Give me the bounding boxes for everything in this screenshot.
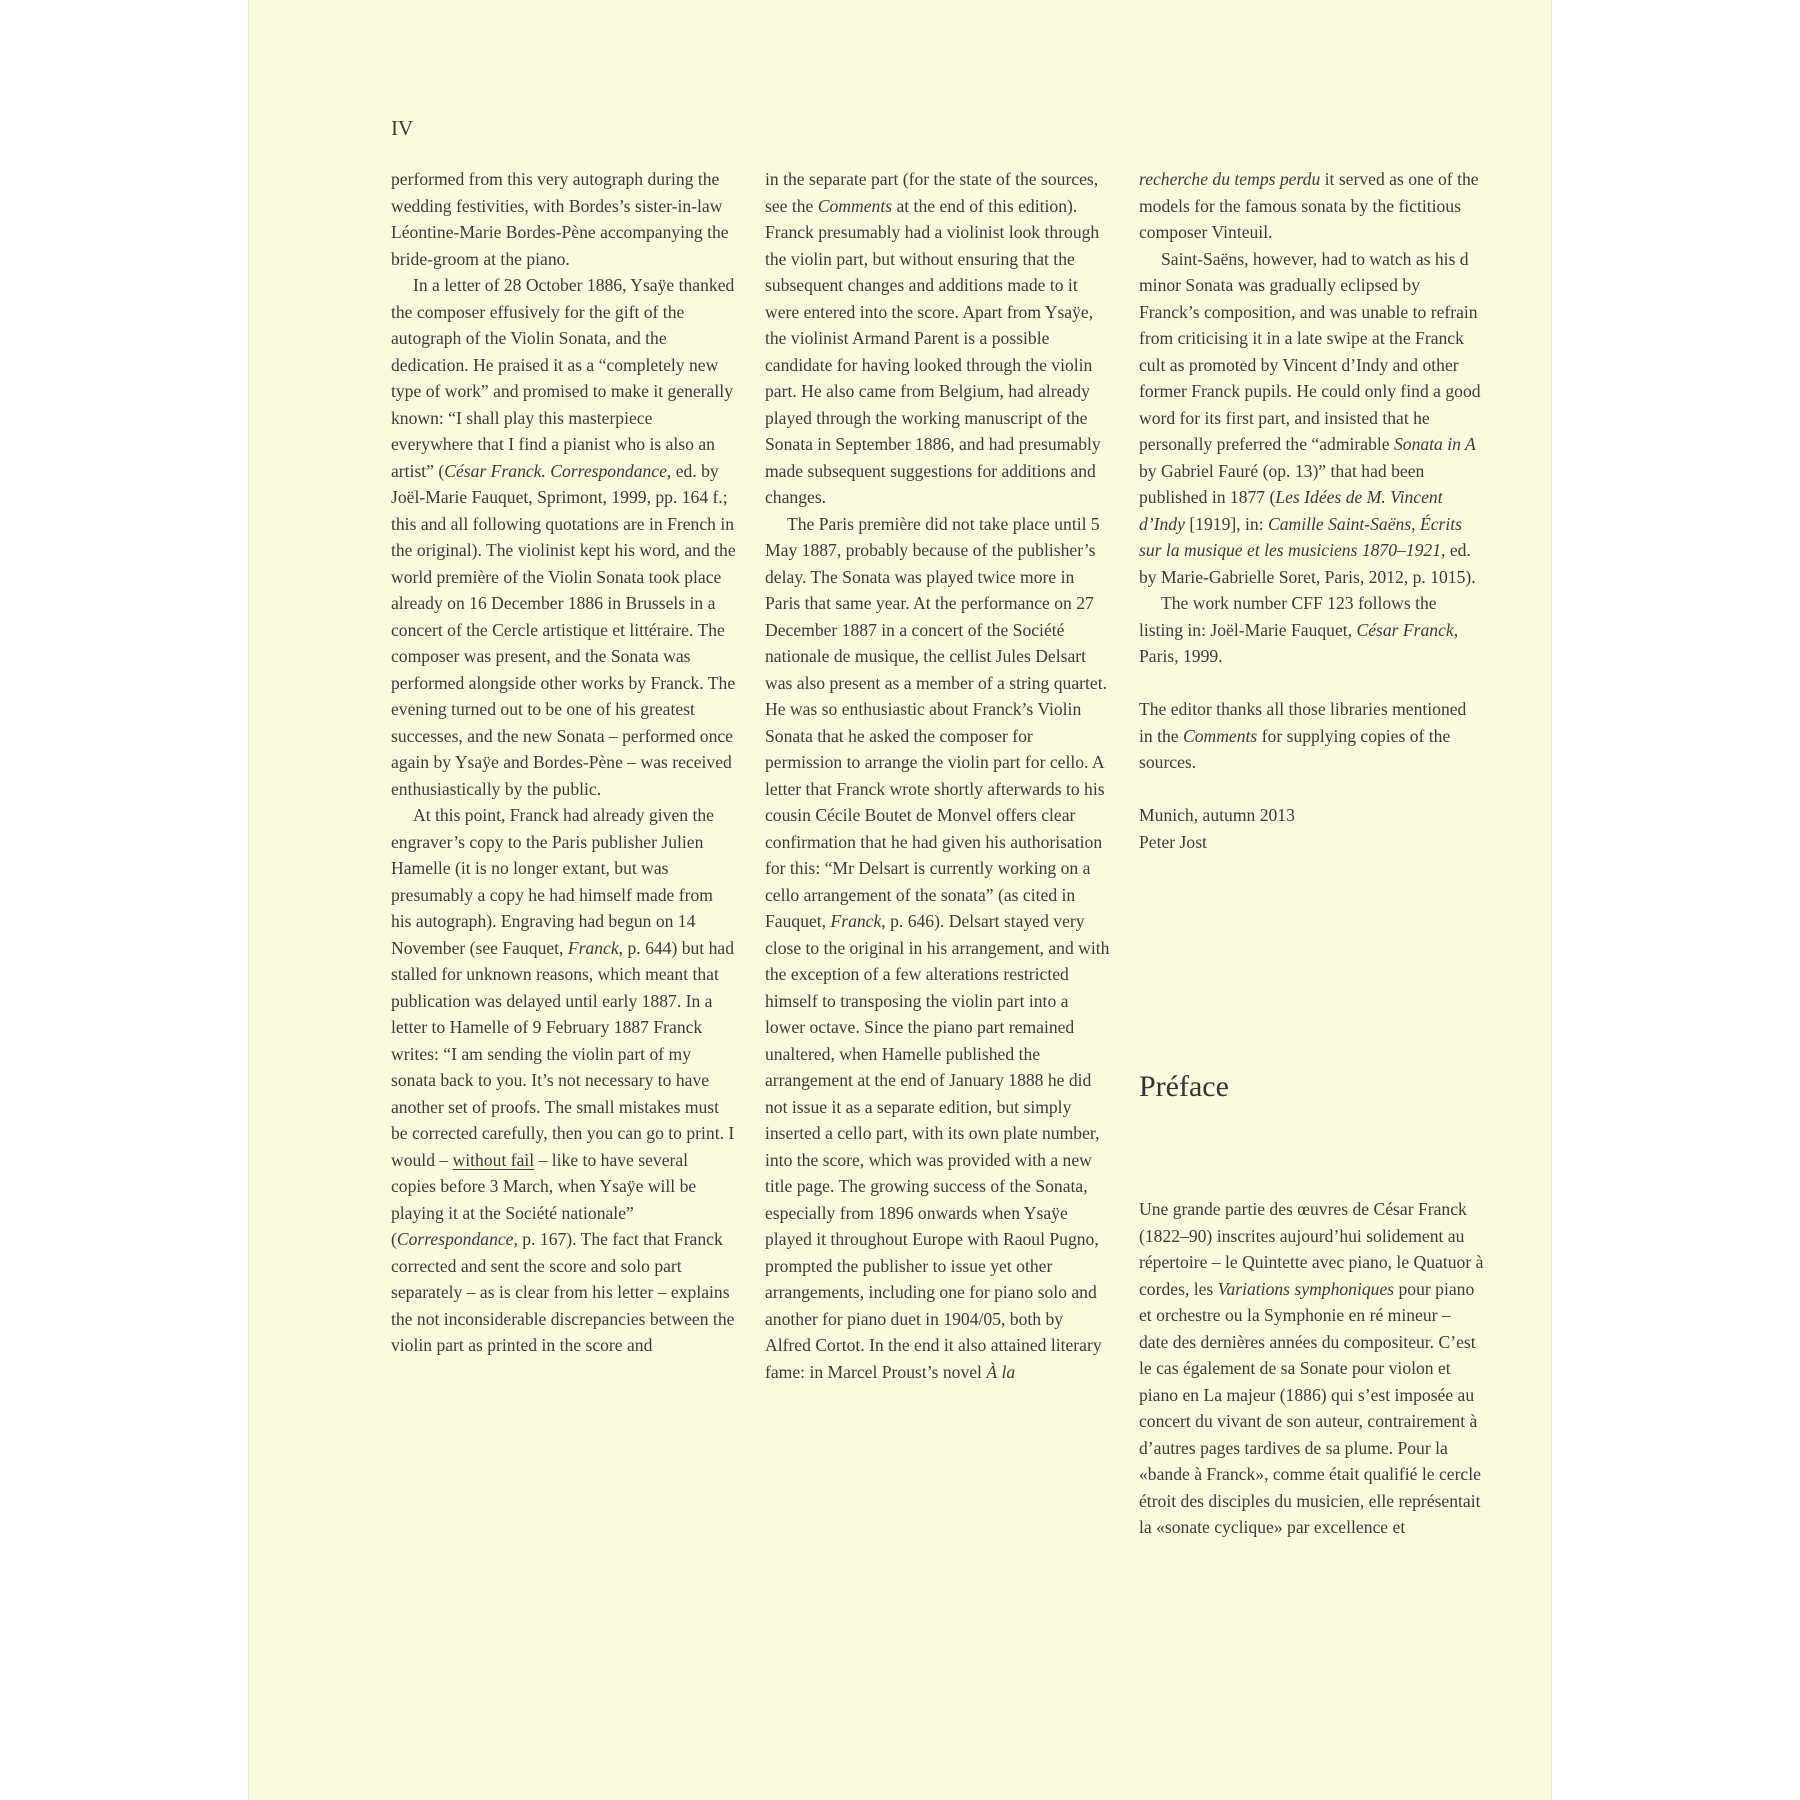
italic-title: Variations symphoniques [1217, 1278, 1395, 1299]
paragraph: At this point, Franck had already given the engraver’s copy to the Paris publisher Julien Hamelle (it is no longer extant, but was presumably a copy he had himself made from his autograph). Engraving had begun on 14 November (see Fauquet, Franck, p. 644) but had stalled for unknown reasons, which meant that publication was delayed until early 1887. In a letter to Hamelle of 9 February 1887 Franck writes: “I am sending the violin part of my sonata back to you. It’s not necessary to have another set of proofs. The small mistakes must be corrected carefully, then you can go to print. I would – without fail – like to have several copies before 3 March, when Ysaÿe will be playing it at the Société nationale” (Correspondance, p. 167). The fact that Franck corrected and sent the score and solo part separately – as is clear from his letter – explains the not inconsiderable discrepancies between the violin part as printed in the score and [391, 805, 735, 1355]
author-signature: Peter Jost [1139, 831, 1207, 852]
italic-title: Camille Saint-Saëns, Écrits sur la musique et les musiciens 1870–1921 [1139, 513, 1463, 560]
text-column-1 [391, 166, 736, 1359]
italic-title: Comments [1182, 725, 1258, 746]
italic-title: Les Idées de M. Vincent d’Indy [1139, 487, 1443, 534]
italic-title: Franck [830, 911, 882, 931]
page-number: IV [391, 116, 414, 140]
underlined-text: without fail [452, 1149, 535, 1170]
paragraph: Une grande partie des œuvres de César Franck (1822–90) inscrites aujourd’hui solidement au répertoire – le Quintette avec piano, le Quatuor à cordes, les Variations symphoniques pour piano et orchestre ou la Symphonie en ré mineur – date des dernières années du compositeur. C’est le cas également de sa Sonate pour violon et piano en La majeur (1886) qui s’est imposée au concert du vivant de son auteur, contrairement à d’autres pages tardives de sa plume. Pour la «bande à Franck», comme était qualifié le cercle étroit des disciples du musicien, elle représentait la «sonate cyclique» par excellence et [1139, 1199, 1484, 1537]
italic-title: Sonata in A [1393, 434, 1476, 454]
italic-title: À la [986, 1361, 1016, 1382]
italic-title: recherche du temps perdu [1139, 169, 1321, 189]
paragraph: The work number CFF 123 follows the listing in: Joël-Marie Fauquet, César Franck, Paris, 1999. [1139, 593, 1459, 666]
paragraph: in the separate part (for the state of the sources, see the Comments at the end of this edition). Franck presumably had a violinist look through the violin part, but without ensuring that the subsequent changes and additions made to it were entered into the score. Apart from Ysaÿe, the violinist Armand Parent is a possible candidate for having looked through the violin part. He also came from Belgium, had already played through the working manuscript of the Sonata in September 1886, and had presumably made subsequent suggestions for additions and changes. [765, 169, 1101, 507]
place-date: Munich, autumn 2013 [1139, 805, 1295, 825]
preface-heading: Préface [1139, 1070, 1229, 1103]
paragraph: In a letter of 28 October 1886, Ysaÿe thanked the composer effusively for the gift of the autograph of the Violin Sonata, and the dedication. He praised it as a “completely new type of work” and promised to make it generally known: “I shall play this masterpiece everywhere that I find a pianist who is also an artist” (César Franck. Correspondance, ed. by Joël-Marie Fauquet, Sprimont, 1999, pp. 164 f.; this and all following quotations are in French in the original). The violinist kept his word, and the world première of the Violin Sonata took place already on 16 December 1886 in Brussels in a concert of the Cercle artistique et littéraire. The composer was present, and the Sonata was performed alongside other works by Franck. The evening turned out to be one of his greatest successes, and the new Sonata – performed once again by Ysaÿe and Bordes-Pène – was received enthusiastically by the public. [391, 275, 736, 799]
text-column-3 [1139, 166, 1484, 855]
acknowledgement-paragraph: The editor thanks all those libraries mentioned in the Comments for supplying copies of the sources. [1139, 699, 1467, 772]
preface-text-column [1139, 1196, 1484, 1541]
paragraph: The Paris première did not take place until 5 May 1887, probably because of the publisher’s delay. The Sonata was played twice more in Paris that same year. At the performance on 27 December 1887 in a concert of the Société nationale de musique, the cellist Jules Delsart was also present as a member of a string quartet. He was so enthusiastic about Franck’s Violin Sonata that he asked the composer for permission to arrange the violin part for cello. A letter that Franck wrote shortly afterwards to his cousin Cécile Boutet de Monvel offers clear confirmation that he had given his authorisation for this: “Mr Delsart is currently working on a cello arrangement of the sonata” (as cited in Fauquet, Franck, p. 646). Delsart stayed very close to the original in his arrangement, and with the exception of a few alterations restricted himself to transposing the violin part into a lower octave. Since the piano part remained unaltered, when Hamelle published the arrangement at the end of January 1888 he did not issue it as a separate edition, but simply inserted a cello part, with its own plate number, into the score, which was provided with a new title page. The growing success of the Sonata, especially from 1896 onwards when Ysaÿe played it throughout Europe with Raoul Pugno, prompted the publisher to issue yet other arrangements, including one for piano solo and another for piano duet in 1904/05, both by Alfred Cortot. In the end it also attained literary fame: in Marcel Proust’s novel À la [765, 513, 1110, 1382]
paragraph: performed from this very autograph during the wedding festivities, with Bordes’s sister-in-law Léontine-Marie Bordes-Pène accompanying the bride-groom at the piano. [391, 169, 729, 269]
paragraph: recherche du temps perdu it served as one of the models for the famous sonata by the fictitious composer Vinteuil. [1139, 169, 1479, 242]
paragraph: Saint-Saëns, however, had to watch as his d minor Sonata was gradually eclipsed by Franck’s composition, and was unable to refrain from criticising it in a late swipe at the Franck cult as promoted by Vincent d’Indy and other former Franck pupils. He could only find a good word for its first part, and insisted that he personally preferred the “admirable Sonata in A by Gabriel Fauré (op. 13)” that had been published in 1877 (Les Idées de M. Vincent d’Indy [1919], in: Camille Saint-Saëns, Écrits sur la musique et les musiciens 1870–1921, ed. by Marie-Gabrielle Soret, Paris, 2012, p. 1015). [1139, 248, 1481, 587]
italic-title: César Franck [1356, 619, 1454, 640]
italic-title: Franck [567, 937, 619, 958]
text-column-2 [765, 166, 1110, 1385]
italic-title: César Franck. Correspondance [444, 460, 667, 481]
italic-title: Comments [817, 195, 893, 216]
italic-title: Correspondance [396, 1229, 514, 1249]
